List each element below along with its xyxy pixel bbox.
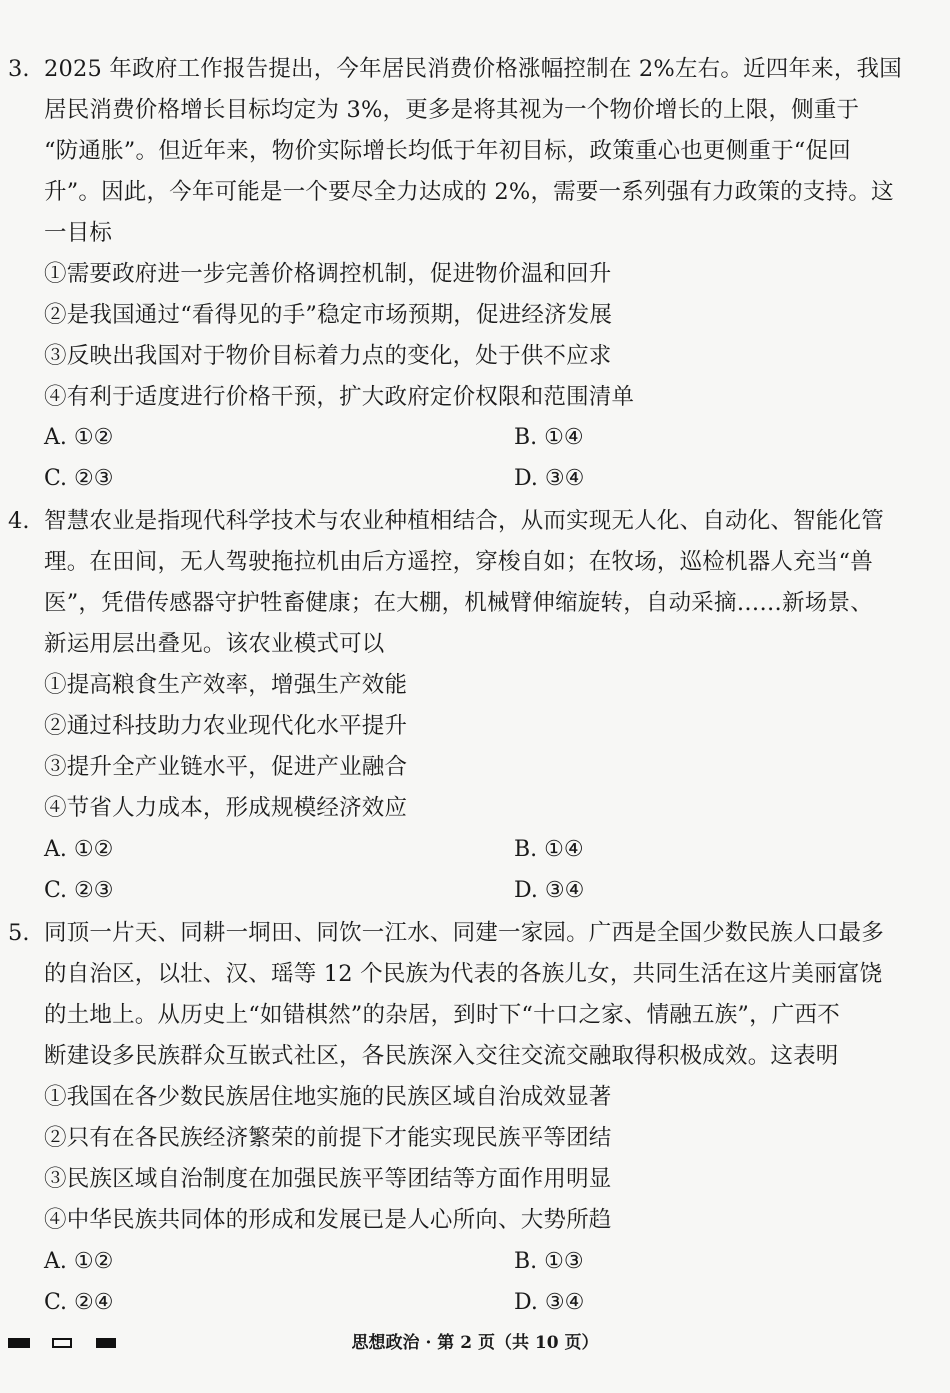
question-number: 4. [8,508,30,534]
stem-line: 同顶一片天、同耕一垌田、同饮一江水、同建一家园。广西是全国少数民族人口最多 [44,920,884,946]
statement: ③提升全产业链水平，促进产业融合 [44,754,408,780]
option-d: D. ③④ [514,878,585,903]
question-number: 3. [8,56,30,82]
stem-line: 断建设多民族群众互嵌式社区，各民族深入交往交流交融取得积极成效。这表明 [44,1043,839,1069]
statement: ②只有在各民族经济繁荣的前提下才能实现民族平等团结 [44,1125,612,1151]
page-footer [0,1328,950,1358]
option-c: C. ②③ [44,466,114,491]
stem-line: 智慧农业是指现代科学技术与农业种植相结合，从而实现无人化、自动化、智能化管 [44,508,884,534]
option-b: B. ①③ [514,1249,584,1274]
stem-line: 一目标 [44,220,113,246]
stem-line: 升”。因此，今年可能是一个要尽全力达成的 2%，需要一系列强有力政策的支持。这 [44,179,894,205]
statement: ④节省人力成本，形成规模经济效应 [44,795,408,821]
option-b: B. ①④ [514,425,584,450]
option-c: C. ②④ [44,1290,114,1315]
statement: ④中华民族共同体的形成和发展已是人心所向、大势所趋 [44,1207,612,1233]
question-number: 5. [8,920,30,946]
stem-line: 2025 年政府工作报告提出，今年居民消费价格涨幅控制在 2%左右。近四年来，我国 [44,56,902,82]
stem-line: 医”，凭借传感器守护牲畜健康；在大棚，机械臂伸缩旋转，自动采摘……新场景、 [44,590,873,616]
stem-line: 新运用层出叠见。该农业模式可以 [44,631,385,657]
option-c: C. ②③ [44,878,114,903]
page-number-label: 思想政治 · 第 2 页（共 10 页） [351,1333,599,1353]
option-a: A. ①② [44,1249,114,1274]
stem-line: 理。在田间，无人驾驶拖拉机由后方遥控，穿梭自如；在牧场，巡检机器人充当“兽 [44,549,873,575]
statement: ②是我国通过“看得见的手”稳定市场预期，促进经济发展 [44,302,613,328]
stem-line: 居民消费价格增长目标均定为 3%，更多是将其视为一个物价增长的上限，侧重于 [44,97,860,123]
option-d: D. ③④ [514,1290,585,1315]
statement: ③民族区域自治制度在加强民族平等团结等方面作用明显 [44,1166,612,1192]
statement: ①我国在各少数民族居住地实施的民族区域自治成效显著 [44,1084,612,1110]
statement: ①提高粮食生产效率，增强生产效能 [44,672,408,698]
stem-line: “防通胀”。但近年来，物价实际增长均低于年初目标，政策重心也更侧重于“促回 [44,138,851,164]
statement: ③反映出我国对于物价目标着力点的变化，处于供不应求 [44,343,612,369]
statement: ①需要政府进一步完善价格调控机制，促进物价温和回升 [44,261,612,287]
statement: ②通过科技助力农业现代化水平提升 [44,713,408,739]
stem-line: 的自治区，以壮、汉、瑶等 12 个民族为代表的各族儿女，共同生活在这片美丽富饶 [44,961,883,987]
statement: ④有利于适度进行价格干预，扩大政府定价权限和范围清单 [44,384,635,410]
stem-line: 的土地上。从历史上“如错棋然”的杂居，到时下“十口之家、情融五族”，广西不 [44,1002,840,1028]
option-a: A. ①② [44,837,114,862]
option-b: B. ①④ [514,837,584,862]
option-d: D. ③④ [514,466,585,491]
option-a: A. ①② [44,425,114,450]
